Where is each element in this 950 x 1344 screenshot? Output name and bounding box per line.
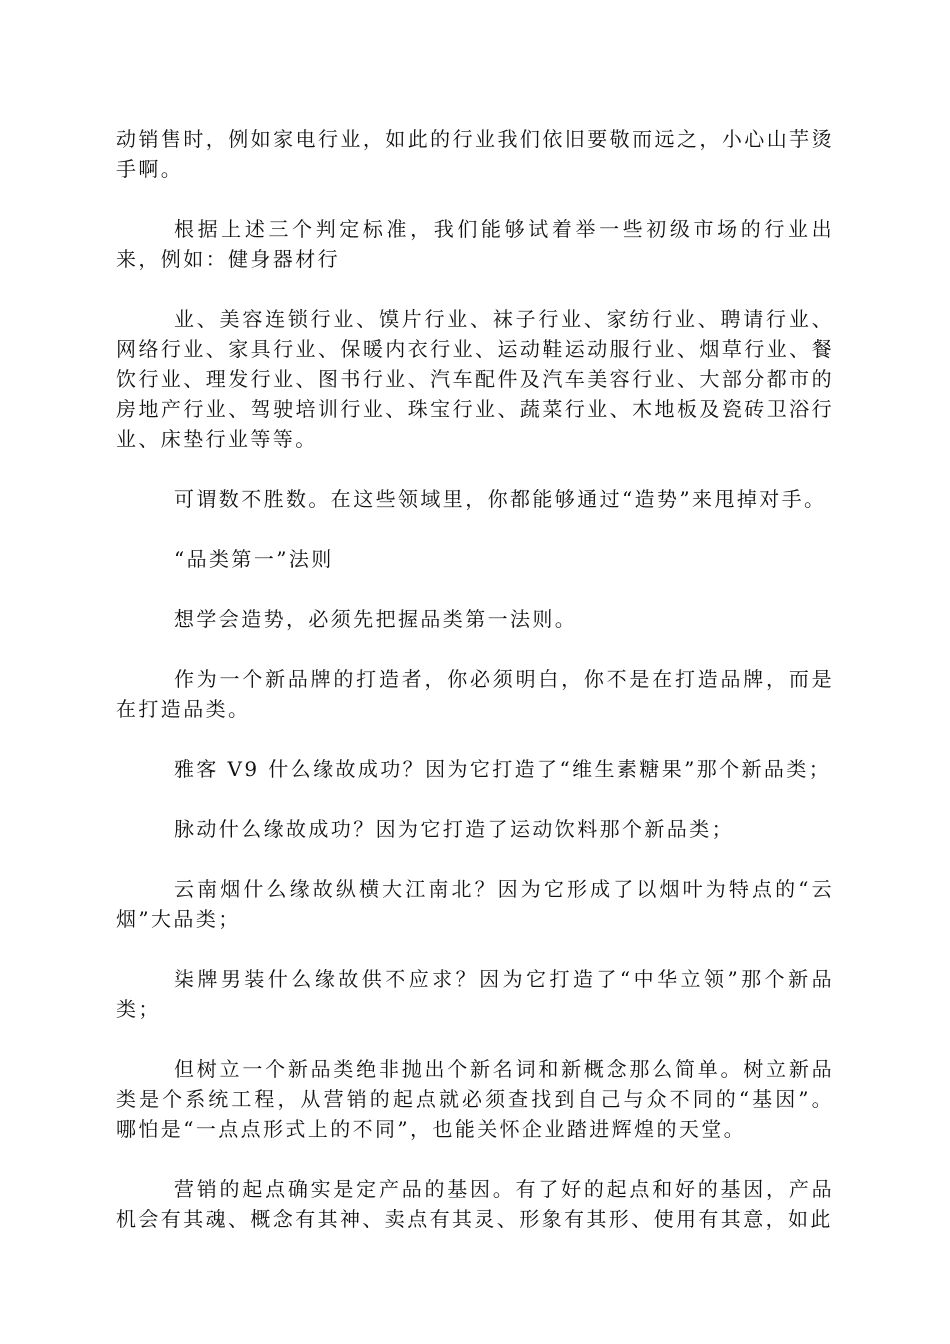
paragraph-2: 根据上述三个判定标准，我们能够试着举一些初级市场的行业出来，例如：健身器材行 [116, 217, 834, 271]
paragraph-3: 业、美容连锁行业、馍片行业、袜子行业、家纺行业、聘请行业、网络行业、家具行业、保暖内衣行业、运动鞋运动服行业、烟草行业、餐饮行业、理发行业、图书行业、汽车配件及汽车美容行业、大部分都市的房地产行业、驾驶培训行业、珠宝行业、蔬菜行业、木地板及瓷砖卫浴行业、床垫行业等等。 [116, 307, 834, 451]
paragraph-12: 但树立一个新品类绝非抛出个新名词和新概念那么简单。树立新品类是个系统工程，从营销的起点就必须查找到自己与众不同的“基因”。哪怕是“一点点形式上的不同”，也能关怀企业踏进辉煌的天堂。 [116, 1057, 834, 1141]
paragraph-11: 柒牌男装什么缘故供不应求？因为它打造了“中华立领”那个新品类； [116, 967, 834, 1021]
paragraph-13: 营销的起点确实是定产品的基因。有了好的起点和好的基因，产品机会有其魂、概念有其神、卖点有其灵、形象有其形、使用有其意，如此 [116, 1177, 834, 1231]
paragraph-6: 想学会造势，必须先把握品类第一法则。 [174, 607, 578, 631]
section-heading: “品类第一”法则 [174, 547, 334, 571]
paragraph-4: 可谓数不胜数。在这些领域里，你都能够通过“造势”来甩掉对手。 [174, 487, 827, 511]
paragraph-1: 动销售时，例如家电行业，如此的行业我们依旧要敬而远之，小心山芋烫手啊。 [116, 127, 834, 181]
paragraph-10: 云南烟什么缘故纵横大江南北？因为它形成了以烟叶为特点的“云烟”大品类； [116, 877, 834, 931]
document-body [116, 124, 834, 1264]
paragraph-7: 作为一个新品牌的打造者，你必须明白，你不是在打造品牌，而是在打造品类。 [116, 667, 834, 721]
paragraph-8: 雅客 V9 什么缘故成功？因为它打造了“维生素糖果”那个新品类； [174, 757, 832, 781]
paragraph-9: 脉动什么缘故成功？因为它打造了运动饮料那个新品类； [174, 817, 734, 841]
